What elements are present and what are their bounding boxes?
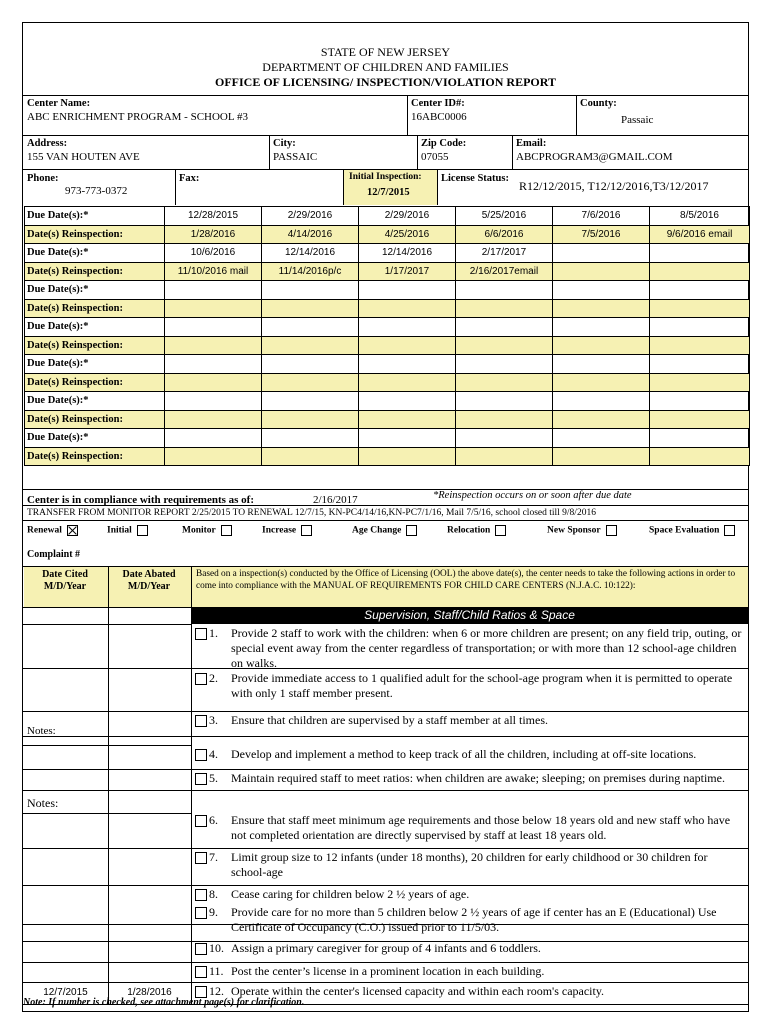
date-cell[interactable]: 8/5/2016 xyxy=(650,207,750,226)
date-cell[interactable]: 11/10/2016 mail xyxy=(165,262,262,281)
instructions-text: Based on a inspection(s) conducted by the Office of Licensing (OOL) the above date(s), the center needs to take the following actions in order to come into compliance with the MANUAL OF REQUIREMENTS FOR CHILD CARE CENTERS (N.J.A.C. 10:122): xyxy=(196,569,736,591)
row-label: Date(s) Reinspection: xyxy=(25,336,165,355)
date-cell[interactable] xyxy=(553,355,650,374)
item-number: 7. xyxy=(209,850,218,864)
date-cell[interactable] xyxy=(650,336,750,355)
date-cell[interactable] xyxy=(359,373,456,392)
inspection-type-option xyxy=(182,525,232,536)
email-label: Email: xyxy=(516,138,547,149)
date-cell[interactable]: 12/14/2016 xyxy=(359,244,456,263)
date-cell[interactable] xyxy=(553,447,650,466)
county-label: County: xyxy=(580,98,617,109)
due-date-row xyxy=(25,355,750,374)
item-checkbox[interactable] xyxy=(195,943,207,955)
inspection-type-checkbox[interactable] xyxy=(606,525,617,536)
date-cell[interactable] xyxy=(553,410,650,429)
item-number: 1. xyxy=(209,626,218,640)
date-cell[interactable] xyxy=(553,336,650,355)
date-cell[interactable] xyxy=(359,336,456,355)
item-text: Operate within the center's licensed capacity and within each room's capacity. xyxy=(231,984,605,998)
date-cell[interactable] xyxy=(650,281,750,300)
date-cell[interactable] xyxy=(650,299,750,318)
date-cell[interactable] xyxy=(359,281,456,300)
item-checkbox[interactable] xyxy=(195,907,207,919)
row-label: Date(s) Reinspection: xyxy=(25,410,165,429)
date-cell[interactable] xyxy=(456,447,553,466)
compliance-date: 2/16/2017 xyxy=(313,494,358,506)
item-number: 2. xyxy=(209,671,218,685)
date-cell[interactable] xyxy=(456,355,553,374)
date-cell[interactable] xyxy=(165,429,262,448)
phone-value: 973-773-0372 xyxy=(65,185,128,197)
item-checkbox[interactable] xyxy=(195,673,207,685)
date-cell[interactable]: 2/29/2016 xyxy=(359,207,456,226)
inspection-type-label: Relocation xyxy=(447,525,491,536)
date-cell[interactable]: 12/14/2016 xyxy=(262,244,359,263)
item-number: 9. xyxy=(209,905,218,919)
date-cell[interactable] xyxy=(262,373,359,392)
row-label: Date(s) Reinspection: xyxy=(25,262,165,281)
inspection-type-label: Monitor xyxy=(182,525,216,536)
date-cell[interactable] xyxy=(165,410,262,429)
date-cell[interactable] xyxy=(553,429,650,448)
date-cell[interactable] xyxy=(165,318,262,337)
due-date-row xyxy=(25,207,750,226)
action-item xyxy=(195,964,745,979)
inspection-type-checkbox[interactable] xyxy=(67,525,78,536)
date-cited-header: Date Cited M/D/Year xyxy=(42,569,88,592)
row-label: Date(s) Reinspection: xyxy=(25,373,165,392)
date-cell[interactable] xyxy=(165,392,262,411)
inspection-type-label: Increase xyxy=(262,525,297,536)
item-number: 10. xyxy=(209,941,224,955)
reinspection-row xyxy=(25,225,750,244)
initial-inspection-label: Initial Inspection: xyxy=(349,172,422,182)
item-text: Maintain required staff to meet ratios: when children are awake; sleeping; on premises during naptime. xyxy=(231,771,725,785)
item-checkbox[interactable] xyxy=(195,889,207,901)
date-cell[interactable] xyxy=(359,410,456,429)
inspection-type-checkbox[interactable] xyxy=(221,525,232,536)
date-cell[interactable] xyxy=(650,318,750,337)
header-report-title: OFFICE OF LICENSING/ INSPECTION/VIOLATION REPORT xyxy=(215,75,556,89)
date-cell[interactable] xyxy=(650,355,750,374)
header-department: DEPARTMENT OF CHILDREN AND FAMILIES xyxy=(262,60,509,74)
inspection-type-option xyxy=(27,525,78,536)
row-label: Due Date(s):* xyxy=(25,392,165,411)
initial-inspection-date: 12/7/2015 xyxy=(367,187,410,198)
header-state: STATE OF NEW JERSEY xyxy=(320,45,451,59)
date-cell[interactable] xyxy=(262,392,359,411)
date-cell[interactable] xyxy=(553,392,650,411)
date-cited-cell[interactable]: 12/7/2015 xyxy=(43,987,88,998)
due-date-row xyxy=(25,429,750,448)
item-number: 6. xyxy=(209,813,218,827)
date-cell[interactable]: 5/25/2016 xyxy=(456,207,553,226)
inspection-type-checkbox[interactable] xyxy=(495,525,506,536)
inspection-type-checkbox[interactable] xyxy=(301,525,312,536)
item-number: 3. xyxy=(209,713,218,727)
date-cell[interactable] xyxy=(165,447,262,466)
item-number: 12. xyxy=(209,984,224,998)
date-cell[interactable] xyxy=(456,336,553,355)
inspection-type-option xyxy=(447,525,506,536)
date-cell[interactable] xyxy=(650,392,750,411)
due-dates-table xyxy=(24,206,750,466)
footer-note: Note: If number is checked, see attachment page(s) for clarification. xyxy=(23,997,305,1008)
item-number: 5. xyxy=(209,771,218,785)
date-cell[interactable] xyxy=(650,410,750,429)
date-cell[interactable] xyxy=(456,429,553,448)
row-label: Due Date(s):* xyxy=(25,355,165,374)
inspection-type-label: Renewal xyxy=(27,525,62,536)
zip-label: Zip Code: xyxy=(421,138,467,149)
date-cell[interactable] xyxy=(262,410,359,429)
item-text: Ensure that staff meet minimum age requirements and those below 18 years old and new staff who have not completed orientation are directly supervised by staff at least 18 years old. xyxy=(231,813,731,842)
city-label: City: xyxy=(273,138,296,149)
item-text: Cease caring for children below 2 ½ years of age. xyxy=(231,887,470,901)
inspection-type-checkbox[interactable] xyxy=(406,525,417,536)
due-date-row xyxy=(25,318,750,337)
date-cell[interactable]: 7/6/2016 xyxy=(553,207,650,226)
action-item xyxy=(195,905,745,935)
row-label: Due Date(s):* xyxy=(25,429,165,448)
complaint-label: Complaint # xyxy=(27,549,81,560)
date-cell[interactable] xyxy=(165,336,262,355)
inspection-type-label: New Sponsor xyxy=(547,525,601,536)
date-cell[interactable] xyxy=(456,410,553,429)
phone-label: Phone: xyxy=(27,173,59,184)
reinspection-row xyxy=(25,336,750,355)
date-cell[interactable]: 6/6/2016 xyxy=(456,225,553,244)
action-item xyxy=(195,887,745,902)
item-checkbox[interactable] xyxy=(195,628,207,640)
date-cell[interactable] xyxy=(165,355,262,374)
date-cell[interactable]: 11/14/2016p/c xyxy=(262,262,359,281)
reinspection-row xyxy=(25,410,750,429)
reinspection-note: *Reinspection occurs on or soon after due date xyxy=(433,490,632,501)
date-cell[interactable]: 2/16/2017email xyxy=(456,262,553,281)
row-label: Due Date(s):* xyxy=(25,318,165,337)
date-cell[interactable] xyxy=(359,447,456,466)
inspection-report-form xyxy=(22,22,749,1012)
date-cell[interactable]: 2/17/2017 xyxy=(456,244,553,263)
center-name-label: Center Name: xyxy=(27,98,91,109)
date-cell[interactable] xyxy=(262,447,359,466)
county-value: Passaic xyxy=(621,114,654,126)
reinspection-row xyxy=(25,299,750,318)
due-date-row xyxy=(25,392,750,411)
action-item xyxy=(195,713,745,728)
item-checkbox[interactable] xyxy=(195,773,207,785)
date-cell[interactable] xyxy=(650,429,750,448)
item-checkbox[interactable] xyxy=(195,715,207,727)
row-label: Date(s) Reinspection: xyxy=(25,225,165,244)
item-checkbox[interactable] xyxy=(195,852,207,864)
item-text: Provide immediate access to 1 qualified adult for the school-age program when it is permitted to operate with only 1 staff member present. xyxy=(231,671,733,700)
city-value: PASSAIC xyxy=(273,151,318,163)
row-label: Due Date(s):* xyxy=(25,244,165,263)
inspection-type-option xyxy=(649,525,735,536)
notes-label-2: Notes: xyxy=(27,796,59,810)
date-cell[interactable]: 7/5/2016 xyxy=(553,225,650,244)
action-item xyxy=(195,626,745,671)
reinspection-row xyxy=(25,447,750,466)
item-text: Limit group size to 12 infants (under 18 months), 20 children for early childhood or 30 children for school-age xyxy=(231,850,708,879)
due-date-row xyxy=(25,244,750,263)
inspection-type-option xyxy=(262,525,312,536)
date-cell[interactable]: 12/28/2015 xyxy=(165,207,262,226)
inspection-type-label: Initial xyxy=(107,525,132,536)
date-cell[interactable] xyxy=(553,281,650,300)
address-label: Address: xyxy=(27,138,68,149)
license-status-value: R12/12/2015, T12/12/2016,T3/12/2017 xyxy=(519,179,709,193)
date-cell[interactable]: 4/25/2016 xyxy=(359,225,456,244)
date-cell[interactable] xyxy=(165,299,262,318)
date-cell[interactable] xyxy=(262,336,359,355)
date-cell[interactable] xyxy=(359,318,456,337)
date-cell[interactable]: 1/28/2016 xyxy=(165,225,262,244)
item-number: 8. xyxy=(209,887,218,901)
date-cell[interactable] xyxy=(650,244,750,263)
date-cell[interactable] xyxy=(359,392,456,411)
action-item xyxy=(195,813,745,843)
item-checkbox[interactable] xyxy=(195,749,207,761)
compliance-label: Center is in compliance with requirements as of: xyxy=(27,494,255,506)
date-cell[interactable] xyxy=(553,299,650,318)
date-cell[interactable] xyxy=(553,373,650,392)
center-id-value: 16ABC0006 xyxy=(411,111,467,123)
center-name-value: ABC ENRICHMENT PROGRAM - SCHOOL #3 xyxy=(27,111,248,123)
reinspection-row xyxy=(25,373,750,392)
date-cell[interactable] xyxy=(165,281,262,300)
item-checkbox[interactable] xyxy=(195,966,207,978)
date-cell[interactable] xyxy=(456,318,553,337)
date-cell[interactable] xyxy=(456,392,553,411)
inspection-type-label: Age Change xyxy=(352,525,402,536)
item-text: Post the center’s license in a prominent location in each building. xyxy=(231,964,545,978)
reinspection-row xyxy=(25,262,750,281)
inspection-type-checkbox[interactable] xyxy=(724,525,735,536)
inspection-type-option xyxy=(352,525,417,536)
zip-value: 07055 xyxy=(421,151,449,163)
date-cell[interactable] xyxy=(553,244,650,263)
date-abated-cell[interactable]: 1/28/2016 xyxy=(127,987,172,998)
row-label: Date(s) Reinspection: xyxy=(25,447,165,466)
action-item xyxy=(195,941,745,956)
action-item xyxy=(195,747,745,762)
due-date-row xyxy=(25,281,750,300)
item-text: Ensure that children are supervised by a staff member at all times. xyxy=(231,713,549,727)
transfer-note: TRANSFER FROM MONITOR REPORT 2/25/2015 TO RENEWAL 12/7/15, KN-PC4/14/16,KN-PC7/1/16, Mail 7/5/16, school closed till 9/8/2016 xyxy=(27,508,596,518)
date-cell[interactable] xyxy=(262,355,359,374)
date-cell[interactable] xyxy=(456,373,553,392)
date-cell[interactable] xyxy=(262,299,359,318)
date-abated-header: Date Abated M/D/Year xyxy=(122,569,176,592)
date-cell[interactable] xyxy=(359,299,456,318)
inspection-type-option xyxy=(107,525,148,536)
date-cell[interactable] xyxy=(262,318,359,337)
date-cell[interactable] xyxy=(456,281,553,300)
date-cell[interactable] xyxy=(650,262,750,281)
item-checkbox[interactable] xyxy=(195,815,207,827)
date-cell[interactable] xyxy=(553,262,650,281)
date-cell[interactable] xyxy=(262,429,359,448)
center-id-label: Center ID#: xyxy=(411,98,465,109)
inspection-type-row xyxy=(27,525,747,539)
action-item xyxy=(195,771,745,786)
date-cell[interactable] xyxy=(650,447,750,466)
date-cell[interactable]: 2/29/2016 xyxy=(262,207,359,226)
date-cell[interactable]: 1/17/2017 xyxy=(359,262,456,281)
date-cell[interactable] xyxy=(650,373,750,392)
row-label: Due Date(s):* xyxy=(25,207,165,226)
email-value: ABCPROGRAM3@GMAIL.COM xyxy=(516,151,673,163)
item-text: Provide 2 staff to work with the children: when 6 or more children are present; on any field trip, outing, or special event away from the center regardless of transportation; or with more than 12 school-age children on walks. xyxy=(231,626,742,670)
item-text: Provide care for no more than 5 children below 2 ½ years of age if center has an E (Educational) Use Certificate of Occupancy (C.O.) issued prior to 11/5/03. xyxy=(231,905,717,934)
fax-label: Fax: xyxy=(179,173,200,184)
inspection-type-checkbox[interactable] xyxy=(137,525,148,536)
address-value: 155 VAN HOUTEN AVE xyxy=(27,151,140,163)
license-status-label: License Status: xyxy=(441,173,509,184)
row-label: Due Date(s):* xyxy=(25,281,165,300)
inspection-type-option xyxy=(547,525,617,536)
action-item xyxy=(195,850,745,880)
item-number: 4. xyxy=(209,747,218,761)
notes-label-1: Notes: xyxy=(27,725,56,737)
date-cell[interactable]: 9/6/2016 email xyxy=(650,225,750,244)
date-cell[interactable] xyxy=(553,318,650,337)
section-title: Supervision, Staff/Child Ratios & Space xyxy=(191,607,748,624)
item-text: Develop and implement a method to keep track of all the children, including at off-site locations. xyxy=(231,747,697,761)
date-cell[interactable]: 4/14/2016 xyxy=(262,225,359,244)
date-cell[interactable] xyxy=(456,299,553,318)
item-text: Assign a primary caregiver for group of 4 infants and 6 toddlers. xyxy=(231,941,541,955)
date-cell[interactable] xyxy=(262,281,359,300)
row-label: Date(s) Reinspection: xyxy=(25,299,165,318)
date-cell[interactable] xyxy=(165,373,262,392)
date-cell[interactable]: 10/6/2016 xyxy=(165,244,262,263)
inspection-type-label: Space Evaluation xyxy=(649,525,720,536)
date-cell[interactable] xyxy=(359,355,456,374)
action-item xyxy=(195,671,745,701)
item-number: 11. xyxy=(209,964,224,978)
date-cell[interactable] xyxy=(359,429,456,448)
